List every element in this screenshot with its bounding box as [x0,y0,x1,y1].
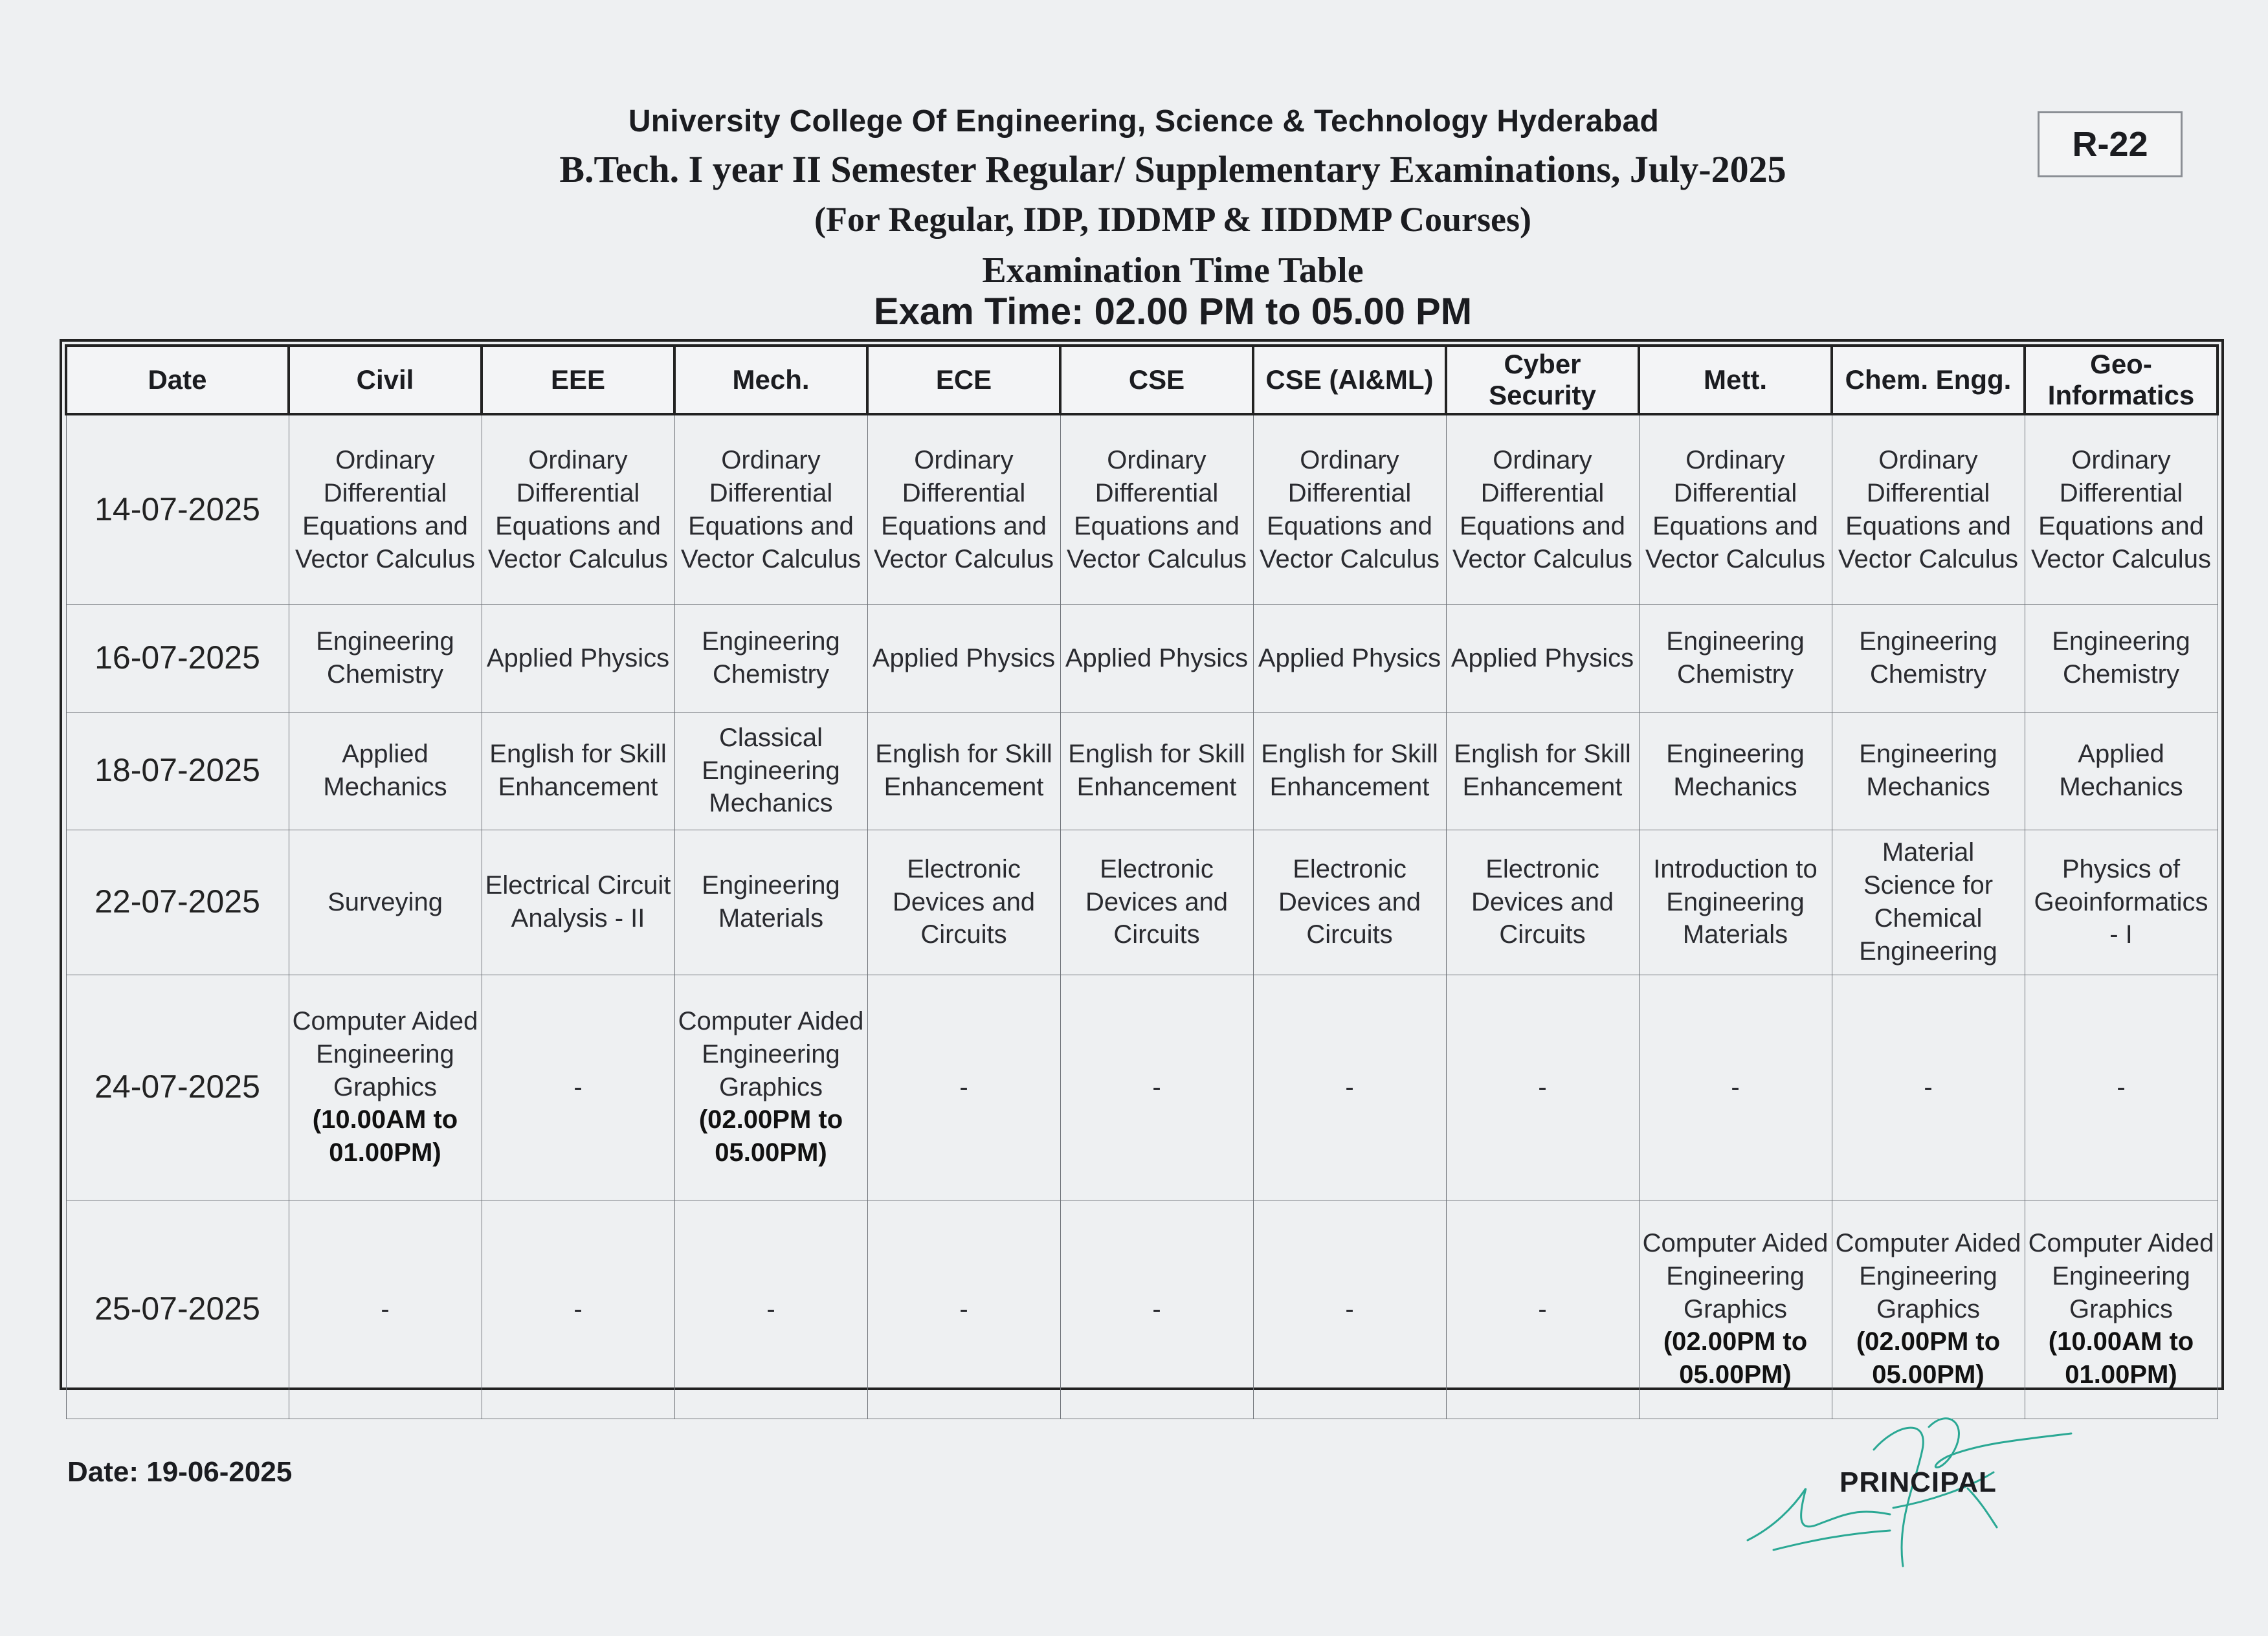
subject-name: - [1152,1072,1161,1101]
subject-cell [289,712,482,830]
subject-cell [1446,975,1639,1200]
exam-date: 24-07-2025 [66,975,289,1200]
subject-name: - [959,1072,968,1101]
subject-name: Ordinary Differential Equations and Vector Calculus [681,446,861,573]
subject-cell [674,1200,867,1419]
exam-timing-note: (02.00PM to 05.00PM) [1856,1327,2001,1389]
column-header: Chem. Engg. [1832,346,2025,414]
exam-time: Exam Time: 02.00 PM to 05.00 PM [873,291,1473,333]
subject-cell [867,414,1060,604]
subject-cell [1446,414,1639,604]
subject-name: Ordinary Differential Equations and Vector Calculus [488,446,668,573]
subject-name: Applied Physics [486,643,670,672]
subject-name: Electronic Devices and Circuits [1471,854,1614,949]
subject-cell [1253,712,1446,830]
exam-date: 25-07-2025 [66,1200,289,1419]
subject-name: Electrical Circuit Analysis - II [485,871,671,933]
subject-name: Engineering Materials [702,871,840,933]
subject-name: Classical Engineering Mechanics [702,723,840,818]
subject-cell [289,830,482,975]
subject-name: Introduction to Engineering Materials [1653,854,1818,949]
subject-cell [1639,975,1832,1200]
subject-name: Ordinary Differential Equations and Vector Calculus [1067,446,1247,573]
subject-name: - [1538,1294,1547,1323]
subject-cell [1253,830,1446,975]
subject-cell [289,975,482,1200]
subject-name: - [573,1294,583,1323]
subject-cell [867,830,1060,975]
subject-name: Ordinary Differential Equations and Vector Calculus [2031,446,2211,573]
subject-cell [674,414,867,604]
subject-cell [2025,414,2218,604]
subject-name: - [1924,1072,1933,1101]
subject-cell [482,1200,674,1419]
column-header: Geo-Informatics [2025,346,2218,414]
regulation-badge: R-22 [2038,111,2183,177]
subject-cell [1446,604,1639,712]
subject-cell [1253,604,1446,712]
subject-name: Applied Physics [1451,643,1634,672]
column-header: Cyber Security [1446,346,1639,414]
subject-cell [2025,712,2218,830]
subject-name: Computer Aided Engineering Graphics [1642,1229,1829,1323]
subject-cell [2025,1200,2218,1419]
table-row [66,712,2218,830]
subject-cell [867,975,1060,1200]
subject-cell [1832,830,2025,975]
institution-name: University College Of Engineering, Science & Technology Hyderabad [628,104,1660,138]
subject-cell [1060,1200,1253,1419]
subject-name: - [573,1072,583,1101]
column-header: EEE [482,346,674,414]
exam-date: 18-07-2025 [66,712,289,830]
exam-date: 14-07-2025 [66,414,289,604]
subject-name: - [1731,1072,1740,1101]
subject-cell [1446,712,1639,830]
subject-cell [289,1200,482,1419]
subject-name: - [1538,1072,1547,1101]
subject-name: Computer Aided Engineering Graphics [678,1007,864,1101]
subject-cell [674,975,867,1200]
subject-name: Engineering Chemistry [1859,627,1997,689]
subject-cell [674,604,867,712]
subject-cell [1639,414,1832,604]
subject-cell [1639,1200,1832,1419]
subject-cell [1060,975,1253,1200]
subject-name: Applied Physics [1258,643,1441,672]
subject-name: - [1152,1294,1161,1323]
subject-cell [482,712,674,830]
exam-timing-note: (10.00AM to 01.00PM) [2048,1327,2194,1389]
subject-name: Engineering Mechanics [1859,740,1997,801]
subject-name: - [959,1294,968,1323]
subject-name: Electronic Devices and Circuits [892,854,1036,949]
subject-name: Surveying [328,887,443,916]
table-row [66,830,2218,975]
subject-name: - [381,1294,390,1323]
exam-timing-note: (10.00AM to 01.00PM) [312,1105,458,1167]
subject-cell [1253,414,1446,604]
column-header: CSE (AI&ML) [1253,346,1446,414]
subject-name: Engineering Mechanics [1666,740,1805,801]
column-header: ECE [867,346,1060,414]
subject-name: - [1345,1072,1354,1101]
subject-cell [1446,1200,1639,1419]
exam-timing-note: (02.00PM to 05.00PM) [698,1105,843,1167]
subject-cell [1832,604,2025,712]
subject-cell [867,604,1060,712]
subject-name: Ordinary Differential Equations and Vector Calculus [874,446,1054,573]
table-row [66,975,2218,1200]
exam-date: 22-07-2025 [66,830,289,975]
subject-name: Computer Aided Engineering Graphics [2028,1229,2214,1323]
column-header: Civil [289,346,482,414]
subject-name: - [1345,1294,1354,1323]
subject-cell [482,414,674,604]
subject-name: Material Science for Chemical Engineering [1859,838,1997,966]
subject-name: English for Skill Enhancement [1261,740,1438,801]
principal-label: PRINCIPAL [1840,1466,1997,1498]
subject-name: Applied Physics [872,643,1056,672]
subject-name: English for Skill Enhancement [875,740,1052,801]
subject-cell [2025,830,2218,975]
subject-name: Engineering Chemistry [1666,627,1805,689]
subject-cell [867,712,1060,830]
subject-name: Ordinary Differential Equations and Vector Calculus [295,446,475,573]
subject-cell [674,830,867,975]
subject-name: Ordinary Differential Equations and Vector Calculus [1260,446,1440,573]
courses-line: (For Regular, IDP, IDDMP & IIDDMP Courses) [814,200,1531,239]
column-header: Mett. [1639,346,1832,414]
column-header: Mech. [674,346,867,414]
column-header: Date [66,346,289,414]
timetable [65,344,2219,1419]
exam-title: B.Tech. I year II Semester Regular/ Supplementary Examinations, July-2025 [559,148,1786,190]
exam-timing-note: (02.00PM to 05.00PM) [1663,1327,1808,1389]
subject-cell [2025,604,2218,712]
subject-name: Computer Aided Engineering Graphics [292,1007,478,1101]
subject-cell [867,1200,1060,1419]
subject-name: Applied Mechanics [2059,740,2183,801]
subject-name: Ordinary Differential Equations and Vector Calculus [1645,446,1825,573]
table-row [66,1200,2218,1419]
subject-name: Applied Physics [1065,643,1249,672]
subject-cell [674,712,867,830]
subject-name: English for Skill Enhancement [489,740,667,801]
subject-name: Electronic Devices and Circuits [1085,854,1228,949]
subject-cell [1253,975,1446,1200]
subject-cell [1253,1200,1446,1419]
exam-date: 16-07-2025 [66,604,289,712]
subject-name: - [2117,1072,2126,1101]
subject-cell [1446,830,1639,975]
table-header-row [66,346,2218,414]
subject-name: Applied Mechanics [323,740,447,801]
subject-cell [1060,604,1253,712]
subject-cell [1832,414,2025,604]
subject-name: Computer Aided Engineering Graphics [1835,1229,2021,1323]
subject-cell [289,604,482,712]
subject-cell [1060,712,1253,830]
subject-cell [482,975,674,1200]
subject-cell [1060,414,1253,604]
subject-name: - [766,1294,775,1323]
subject-name: Physics of Geoinformatics - I [2034,854,2208,949]
subject-name: Engineering Chemistry [316,627,454,689]
subject-cell [1639,604,1832,712]
subject-cell [1639,830,1832,975]
issue-date: Date: 19-06-2025 [67,1456,293,1488]
subject-name: English for Skill Enhancement [1454,740,1631,801]
table-row [66,604,2218,712]
subject-name: Ordinary Differential Equations and Vector Calculus [1452,446,1632,573]
subject-cell [1639,712,1832,830]
subject-cell [482,604,674,712]
subject-cell [482,830,674,975]
subject-name: Engineering Chemistry [2052,627,2190,689]
subject-cell [1832,712,2025,830]
subject-name: Engineering Chemistry [702,627,840,689]
subject-cell [2025,975,2218,1200]
subject-cell [1832,975,2025,1200]
subject-name: Electronic Devices and Circuits [1278,854,1421,949]
subject-cell [1832,1200,2025,1419]
column-header: CSE [1060,346,1253,414]
table-row [66,414,2218,604]
subject-name: Ordinary Differential Equations and Vector Calculus [1838,446,2018,573]
subject-cell [289,414,482,604]
subject-name: English for Skill Enhancement [1068,740,1245,801]
subject-cell [1060,830,1253,975]
document-title: Examination Time Table [982,250,1364,291]
timetable-frame [60,339,2224,1390]
